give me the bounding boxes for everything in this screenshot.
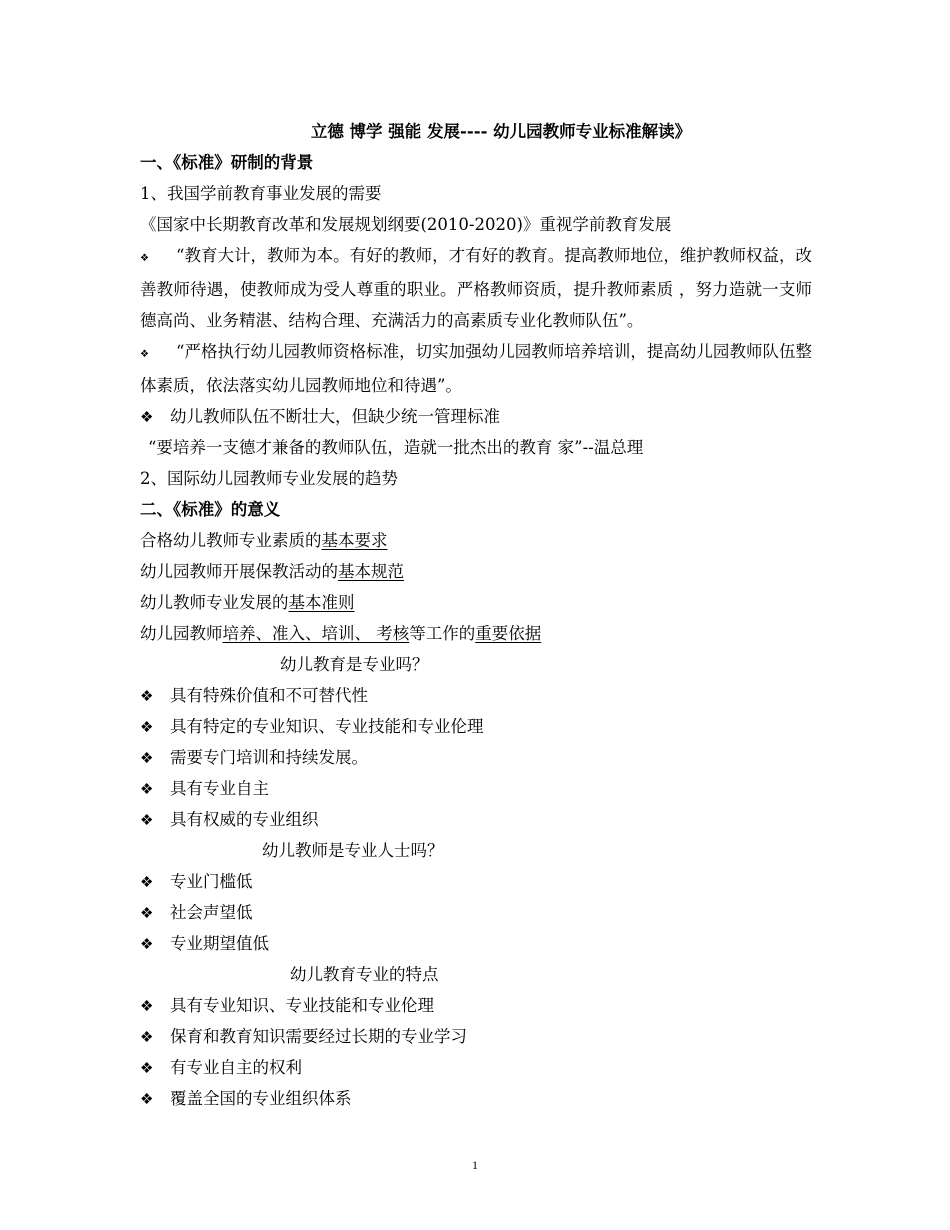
list-item — [140, 1021, 812, 1052]
diamond-bullet-icon: ❖ — [140, 780, 154, 798]
section1-sub2: 2、国际幼儿园教师专业发展的趋势 — [140, 469, 398, 488]
diamond-bullet-icon: ❖ — [140, 904, 154, 922]
list-item — [140, 1052, 812, 1083]
list-item-text: 社会声望低 — [170, 903, 253, 922]
list-item — [140, 711, 812, 742]
diamond-bullet-icon: ❖ — [140, 408, 154, 426]
bullet3-line — [140, 401, 812, 432]
diamond-bullet-icon: ❖ — [140, 811, 154, 829]
list-item-text: 具有专业自主 — [170, 779, 269, 798]
diamond-bullet-icon: ❖ — [140, 253, 149, 264]
diamond-bullet-icon: ❖ — [140, 873, 154, 891]
q1-heading: 幼儿教育是专业吗？ — [280, 655, 429, 674]
list-item-text: 具有权威的专业组织 — [170, 810, 319, 829]
diamond-bullet-icon: ❖ — [140, 935, 154, 953]
list-item-text: 具有专业知识、专业技能和专业伦理 — [170, 996, 434, 1015]
diamond-bullet-icon: ❖ — [140, 749, 154, 767]
significance-line-1 — [140, 525, 812, 556]
list-item — [140, 897, 812, 928]
list-item — [140, 680, 812, 711]
wen-quote-line: “要培养一支德才兼备的教师队伍，造就一批杰出的教育 家”--温总理 — [148, 438, 644, 457]
list-item — [140, 804, 812, 835]
list-item — [140, 1083, 812, 1114]
diamond-bullet-icon: ❖ — [140, 1090, 154, 1108]
significance-text: 幼儿教师专业发展的 — [140, 593, 289, 612]
list-item-text: 需要专门培训和持续发展。 — [170, 748, 368, 767]
significance-text: 幼儿园教师开展保教活动的 — [140, 562, 338, 581]
section2-heading: 二、《标准》的意义 — [140, 500, 281, 519]
significance-line-4 — [140, 618, 812, 649]
significance-underlined: 培养、准入、培训、 考核 — [222, 624, 410, 643]
list-item — [140, 866, 812, 897]
quote1-text: “教育大计，教师为本。有好的教师，才有好的教育。提高教师地位，维护教师权益，改善教师待遇，使教师成为受人尊重的职业。严格教师资质，提升教师素质 ，努力造就一支师德高尚、业务精湛、结构合理、充满活力的高素质专业化教师队伍”。 — [140, 246, 812, 330]
list-item-text: 专业期望值低 — [170, 934, 269, 953]
significance-line-3 — [140, 587, 812, 618]
quote2-paragraph — [140, 336, 812, 401]
diamond-bullet-icon: ❖ — [140, 687, 154, 705]
list-item — [140, 773, 812, 804]
quote2-text: “严格执行幼儿园教师资格标准，切实加强幼儿园教师培养培训，提高幼儿园教师队伍整体素质，依法落实幼儿园教师地位和待遇”。 — [140, 342, 812, 395]
diamond-bullet-icon: ❖ — [140, 1028, 154, 1046]
significance-underlined: 重要依据 — [475, 624, 542, 643]
list-item-text: 保育和教育知识需要经过长期的专业学习 — [170, 1027, 467, 1046]
significance-line-2 — [140, 556, 812, 587]
section1-heading: 一、《标准》研制的背景 — [140, 153, 314, 172]
diamond-bullet-icon: ❖ — [140, 997, 154, 1015]
bullet3-text: 幼儿教师队伍不断壮大，但缺少统一管理标准 — [170, 407, 500, 426]
significance-underlined: 基本规范 — [338, 562, 404, 581]
list-item-text: 具有特定的专业知识、专业技能和专业伦理 — [170, 717, 484, 736]
list-item-text: 有专业自主的权利 — [170, 1058, 302, 1077]
document-title: 立德 博学 强能 发展---- 幼儿园教师专业标准解读》 — [310, 122, 692, 141]
q3-heading: 幼儿教育专业的特点 — [290, 965, 439, 984]
section1-sub1: 1、我国学前教育事业发展的需要 — [140, 184, 382, 203]
list-item — [140, 990, 812, 1021]
list-item — [140, 742, 812, 773]
significance-underlined: 基本要求 — [321, 531, 388, 550]
diamond-bullet-icon: ❖ — [140, 1059, 154, 1077]
significance-text: 合格幼儿教师专业素质的 — [140, 531, 322, 550]
significance-underlined: 基本准则 — [288, 593, 355, 612]
document-body — [140, 116, 812, 1114]
page-number: 1 — [472, 1158, 478, 1172]
diamond-bullet-icon: ❖ — [140, 349, 149, 360]
list-item-text: 覆盖全国的专业组织体系 — [170, 1089, 352, 1108]
quote1-paragraph — [140, 240, 812, 336]
q2-heading: 幼儿教师是专业人士吗？ — [262, 841, 444, 860]
significance-text: 等工作的 — [409, 624, 476, 643]
diamond-bullet-icon: ❖ — [140, 718, 154, 736]
list-item-text: 专业门槛低 — [170, 872, 253, 891]
plan-line: 《国家中长期教育改革和发展规划纲要(2010-2020)》重视学前教育发展 — [140, 215, 672, 234]
significance-text: 幼儿园教师 — [140, 624, 223, 643]
list-item-text: 具有特殊价值和不可替代性 — [170, 686, 368, 705]
list-item — [140, 928, 812, 959]
